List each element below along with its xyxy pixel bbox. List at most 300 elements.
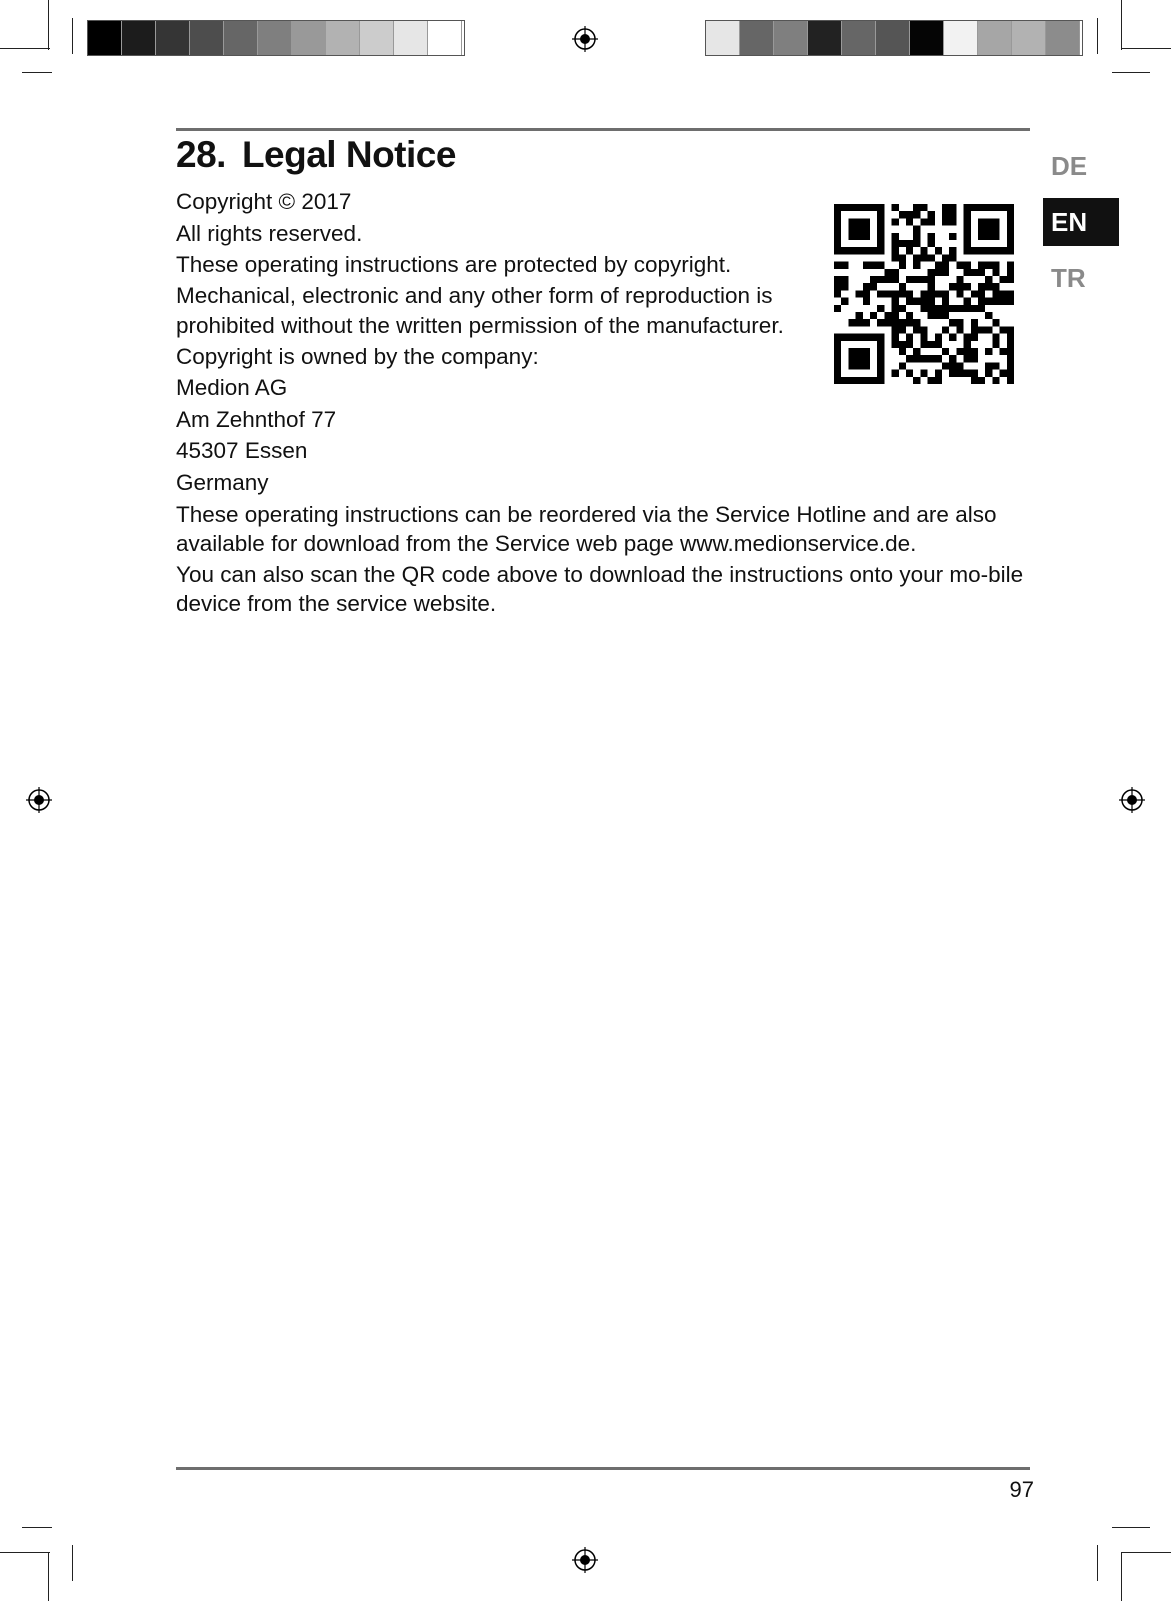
qr-module (863, 218, 870, 225)
qr-module (841, 262, 848, 269)
qr-module (906, 290, 913, 297)
qr-module (856, 377, 863, 384)
qr-module (906, 319, 913, 326)
qr-module (1007, 218, 1014, 225)
qr-module (978, 305, 985, 312)
qr-module (992, 226, 999, 233)
qr-module (978, 226, 985, 233)
qr-module (935, 305, 942, 312)
qr-module (1007, 211, 1014, 218)
qr-module (1007, 334, 1014, 341)
qr-module (920, 370, 927, 377)
qr-module (985, 247, 992, 254)
qr-module (964, 218, 971, 225)
qr-module (892, 298, 899, 305)
text-line: Copyright is owned by the company: (176, 343, 539, 369)
qr-module (920, 334, 927, 341)
qr-module (956, 319, 963, 326)
qr-module (949, 233, 956, 240)
color-swatch (944, 21, 978, 55)
qr-module (834, 290, 841, 297)
color-swatch (88, 21, 122, 55)
qr-module (892, 269, 899, 276)
qr-module (971, 348, 978, 355)
qr-module (848, 348, 855, 355)
qr-module (949, 254, 956, 261)
qr-module (913, 276, 920, 283)
qr-module (928, 276, 935, 283)
qr-module (1007, 290, 1014, 297)
qr-module (949, 319, 956, 326)
qr-module (906, 218, 913, 225)
qr-module (863, 334, 870, 341)
crop-mark (1121, 1552, 1171, 1553)
color-swatch (1046, 21, 1080, 55)
qr-module (899, 326, 906, 333)
qr-module (1007, 269, 1014, 276)
qr-module (964, 283, 971, 290)
qr-module (841, 377, 848, 384)
page-number: 97 (1009, 1477, 1034, 1502)
qr-module (985, 312, 992, 319)
qr-module (834, 362, 841, 369)
qr-module (928, 377, 935, 384)
qr-module (834, 211, 841, 218)
qr-module (870, 377, 877, 384)
qr-module (1007, 276, 1014, 283)
qr-module (942, 305, 949, 312)
color-swatch (156, 21, 190, 55)
qr-module (1007, 262, 1014, 269)
qr-module (913, 355, 920, 362)
qr-module (978, 233, 985, 240)
qr-module (834, 226, 841, 233)
qr-module (964, 247, 971, 254)
qr-module (935, 370, 942, 377)
color-swatch (360, 21, 394, 55)
qr-module (892, 247, 899, 254)
qr-module (892, 254, 899, 261)
qr-module (856, 233, 863, 240)
qr-module (935, 334, 942, 341)
qr-module (870, 247, 877, 254)
qr-module (949, 218, 956, 225)
qr-module (834, 370, 841, 377)
qr-module (863, 298, 870, 305)
text-line: All rights reserved. (176, 220, 363, 246)
qr-module (913, 326, 920, 333)
qr-module (856, 334, 863, 341)
qr-module (1007, 355, 1014, 362)
section-number: 28. (176, 134, 226, 175)
qr-module (928, 298, 935, 305)
qr-module (1007, 298, 1014, 305)
color-swatch (876, 21, 910, 55)
qr-module (956, 262, 963, 269)
qr-module (913, 262, 920, 269)
qr-module (942, 290, 949, 297)
qr-module (877, 334, 884, 341)
qr-module (892, 370, 899, 377)
qr-module (899, 290, 906, 297)
qr-module (863, 348, 870, 355)
color-swatch (842, 21, 876, 55)
qr-module (863, 290, 870, 297)
qr-module (985, 218, 992, 225)
crop-mark (0, 48, 50, 49)
crop-mark (1097, 18, 1098, 54)
qr-module (834, 334, 841, 341)
qr-module (978, 283, 985, 290)
crop-mark (1121, 0, 1122, 50)
qr-module (920, 276, 927, 283)
qr-module (834, 233, 841, 240)
color-swatch (1012, 21, 1046, 55)
qr-module (834, 204, 841, 211)
text-line: Copyright © 2017 (176, 189, 352, 214)
qr-module (992, 204, 999, 211)
qr-module (1000, 326, 1007, 333)
qr-module (863, 377, 870, 384)
registration-mark-icon (572, 1547, 598, 1573)
qr-module (942, 348, 949, 355)
color-swatch (910, 21, 944, 55)
qr-module (992, 362, 999, 369)
qr-module (928, 305, 935, 312)
qr-module (992, 218, 999, 225)
crop-mark (1121, 48, 1171, 49)
qr-module (985, 348, 992, 355)
crop-mark (1112, 1527, 1150, 1528)
qr-module (1007, 226, 1014, 233)
qr-module (877, 305, 884, 312)
qr-module (841, 204, 848, 211)
qr-module (906, 334, 913, 341)
qr-module (956, 305, 963, 312)
section-title: Legal Notice (241, 134, 456, 175)
qr-module (920, 355, 927, 362)
qr-module (841, 247, 848, 254)
qr-module (1007, 326, 1014, 333)
qr-module (935, 377, 942, 384)
qr-module (892, 240, 899, 247)
qr-module (870, 312, 877, 319)
color-calibration-bar-right (705, 20, 1083, 56)
qr-module (1007, 247, 1014, 254)
qr-module (992, 298, 999, 305)
qr-module (964, 341, 971, 348)
qr-module (892, 204, 899, 211)
qr-module (942, 269, 949, 276)
qr-module (971, 370, 978, 377)
qr-module (848, 204, 855, 211)
qr-module (920, 218, 927, 225)
crop-mark (1112, 72, 1150, 73)
qr-module (1000, 204, 1007, 211)
qr-module (942, 204, 949, 211)
qr-module (863, 355, 870, 362)
qr-module (971, 377, 978, 384)
qr-module (906, 370, 913, 377)
qr-module (834, 377, 841, 384)
qr-module (935, 262, 942, 269)
qr-module (906, 312, 913, 319)
qr-module (870, 283, 877, 290)
crop-mark (0, 1552, 50, 1553)
qr-module (848, 226, 855, 233)
color-swatch (224, 21, 258, 55)
qr-module (985, 262, 992, 269)
qr-module (1000, 348, 1007, 355)
qr-module (971, 269, 978, 276)
color-swatch (740, 21, 774, 55)
qr-module (992, 341, 999, 348)
qr-module (992, 377, 999, 384)
qr-module (834, 305, 841, 312)
qr-module (964, 269, 971, 276)
qr-module (841, 334, 848, 341)
qr-module (1000, 276, 1007, 283)
qr-module (964, 305, 971, 312)
qr-module (971, 204, 978, 211)
qr-module (985, 326, 992, 333)
qr-module (964, 298, 971, 305)
qr-module (906, 240, 913, 247)
qr-module (863, 204, 870, 211)
qr-module (935, 269, 942, 276)
qr-module (978, 262, 985, 269)
qr-module (877, 362, 884, 369)
qr-module (964, 233, 971, 240)
qr-module (1007, 370, 1014, 377)
qr-module (877, 240, 884, 247)
qr-module (992, 247, 999, 254)
color-swatch (190, 21, 224, 55)
qr-module (899, 348, 906, 355)
qr-module (992, 290, 999, 297)
qr-module (841, 283, 848, 290)
qr-module (978, 247, 985, 254)
qr-module (942, 312, 949, 319)
qr-module (848, 377, 855, 384)
qr-module (877, 341, 884, 348)
qr-module (877, 247, 884, 254)
qr-module (863, 226, 870, 233)
qr-module (942, 254, 949, 261)
qr-module (899, 319, 906, 326)
qr-module (899, 362, 906, 369)
crop-mark (72, 1545, 73, 1581)
qr-module (856, 290, 863, 297)
text-line: Mechanical, electronic and any other form of reproduction is (176, 282, 773, 308)
qr-module (863, 233, 870, 240)
qr-module (856, 362, 863, 369)
qr-module (971, 334, 978, 341)
qr-module (985, 233, 992, 240)
qr-module (920, 326, 927, 333)
qr-module (935, 341, 942, 348)
qr-module (848, 334, 855, 341)
qr-module (992, 283, 999, 290)
qr-module (949, 355, 956, 362)
qr-module (899, 254, 906, 261)
crop-mark (48, 0, 49, 50)
registration-mark-icon (1119, 787, 1145, 813)
color-swatch (774, 21, 808, 55)
qr-module (1000, 247, 1007, 254)
qr-module (877, 276, 884, 283)
color-swatch (706, 21, 740, 55)
qr-module (856, 348, 863, 355)
text-line: These operating instructions are protected by copyright. (176, 252, 732, 277)
qr-module (985, 362, 992, 369)
qr-module (913, 254, 920, 261)
color-swatch (258, 21, 292, 55)
qr-module (920, 341, 927, 348)
qr-module (964, 334, 971, 341)
qr-module (935, 355, 942, 362)
qr-module (899, 262, 906, 269)
qr-module (985, 370, 992, 377)
qr-module (978, 298, 985, 305)
qr-module (870, 262, 877, 269)
qr-module (892, 276, 899, 283)
qr-module (834, 262, 841, 269)
qr-module (884, 312, 891, 319)
qr-module (863, 247, 870, 254)
qr-module (985, 204, 992, 211)
qr-module (913, 319, 920, 326)
qr-module (971, 247, 978, 254)
qr-module (1007, 204, 1014, 211)
qr-module (928, 218, 935, 225)
qr-module (971, 290, 978, 297)
qr-module (877, 218, 884, 225)
qr-module (920, 305, 927, 312)
qr-module (956, 362, 963, 369)
qr-module (1007, 362, 1014, 369)
qr-module (870, 334, 877, 341)
qr-module (920, 254, 927, 261)
qr-module (942, 262, 949, 269)
qr-module (956, 276, 963, 283)
qr-module (884, 290, 891, 297)
language-tab-en: EN (1043, 198, 1119, 246)
qr-module (848, 319, 855, 326)
qr-module (949, 334, 956, 341)
qr-module (949, 362, 956, 369)
qr-module (964, 204, 971, 211)
footer-rule (176, 1467, 1030, 1470)
qr-module (884, 276, 891, 283)
qr-module (848, 218, 855, 225)
qr-module (877, 233, 884, 240)
qr-module (928, 312, 935, 319)
qr-module (856, 312, 863, 319)
qr-module (856, 204, 863, 211)
qr-module (956, 283, 963, 290)
qr-module (978, 290, 985, 297)
qr-module (877, 377, 884, 384)
qr-code-image (834, 204, 1014, 384)
qr-module (848, 355, 855, 362)
qr-module (877, 204, 884, 211)
qr-module (856, 319, 863, 326)
qr-module (877, 211, 884, 218)
qr-module (949, 204, 956, 211)
qr-module (877, 262, 884, 269)
qr-module (856, 247, 863, 254)
qr-module (1000, 290, 1007, 297)
qr-module (892, 233, 899, 240)
qr-module (928, 233, 935, 240)
qr-module (971, 326, 978, 333)
qr-module (884, 319, 891, 326)
qr-module (913, 226, 920, 233)
qr-module (841, 298, 848, 305)
qr-module (949, 370, 956, 377)
qr-module (920, 290, 927, 297)
qr-module (863, 283, 870, 290)
qr-module (964, 370, 971, 377)
crop-mark (72, 18, 73, 54)
qr-module (863, 362, 870, 369)
qr-module (942, 362, 949, 369)
qr-module (928, 290, 935, 297)
qr-module (978, 204, 985, 211)
qr-module (935, 312, 942, 319)
qr-module (877, 370, 884, 377)
qr-module (978, 377, 985, 384)
registration-mark-icon (572, 26, 598, 52)
qr-module (928, 283, 935, 290)
qr-module (877, 226, 884, 233)
qr-module (956, 348, 963, 355)
qr-module (978, 326, 985, 333)
color-calibration-bar-left (87, 20, 465, 56)
crop-mark (22, 1527, 52, 1528)
qr-module (956, 290, 963, 297)
qr-module (920, 204, 927, 211)
qr-module (913, 348, 920, 355)
qr-module (978, 269, 985, 276)
qr-module (899, 283, 906, 290)
qr-module (892, 319, 899, 326)
qr-module (834, 276, 841, 283)
color-swatch (122, 21, 156, 55)
qr-module (992, 334, 999, 341)
qr-module (892, 218, 899, 225)
qr-module (856, 355, 863, 362)
qr-module (928, 355, 935, 362)
language-tab-tr: TR (1051, 262, 1086, 293)
qr-module (964, 226, 971, 233)
qr-module (848, 233, 855, 240)
qr-module (834, 355, 841, 362)
qr-module (985, 298, 992, 305)
qr-module (892, 341, 899, 348)
color-swatch (292, 21, 326, 55)
qr-module (920, 298, 927, 305)
qr-module (877, 355, 884, 362)
qr-module (906, 211, 913, 218)
qr-module (877, 290, 884, 297)
qr-module (892, 334, 899, 341)
qr-module (1007, 240, 1014, 247)
qr-module (928, 269, 935, 276)
qr-module (884, 269, 891, 276)
qr-module (942, 211, 949, 218)
